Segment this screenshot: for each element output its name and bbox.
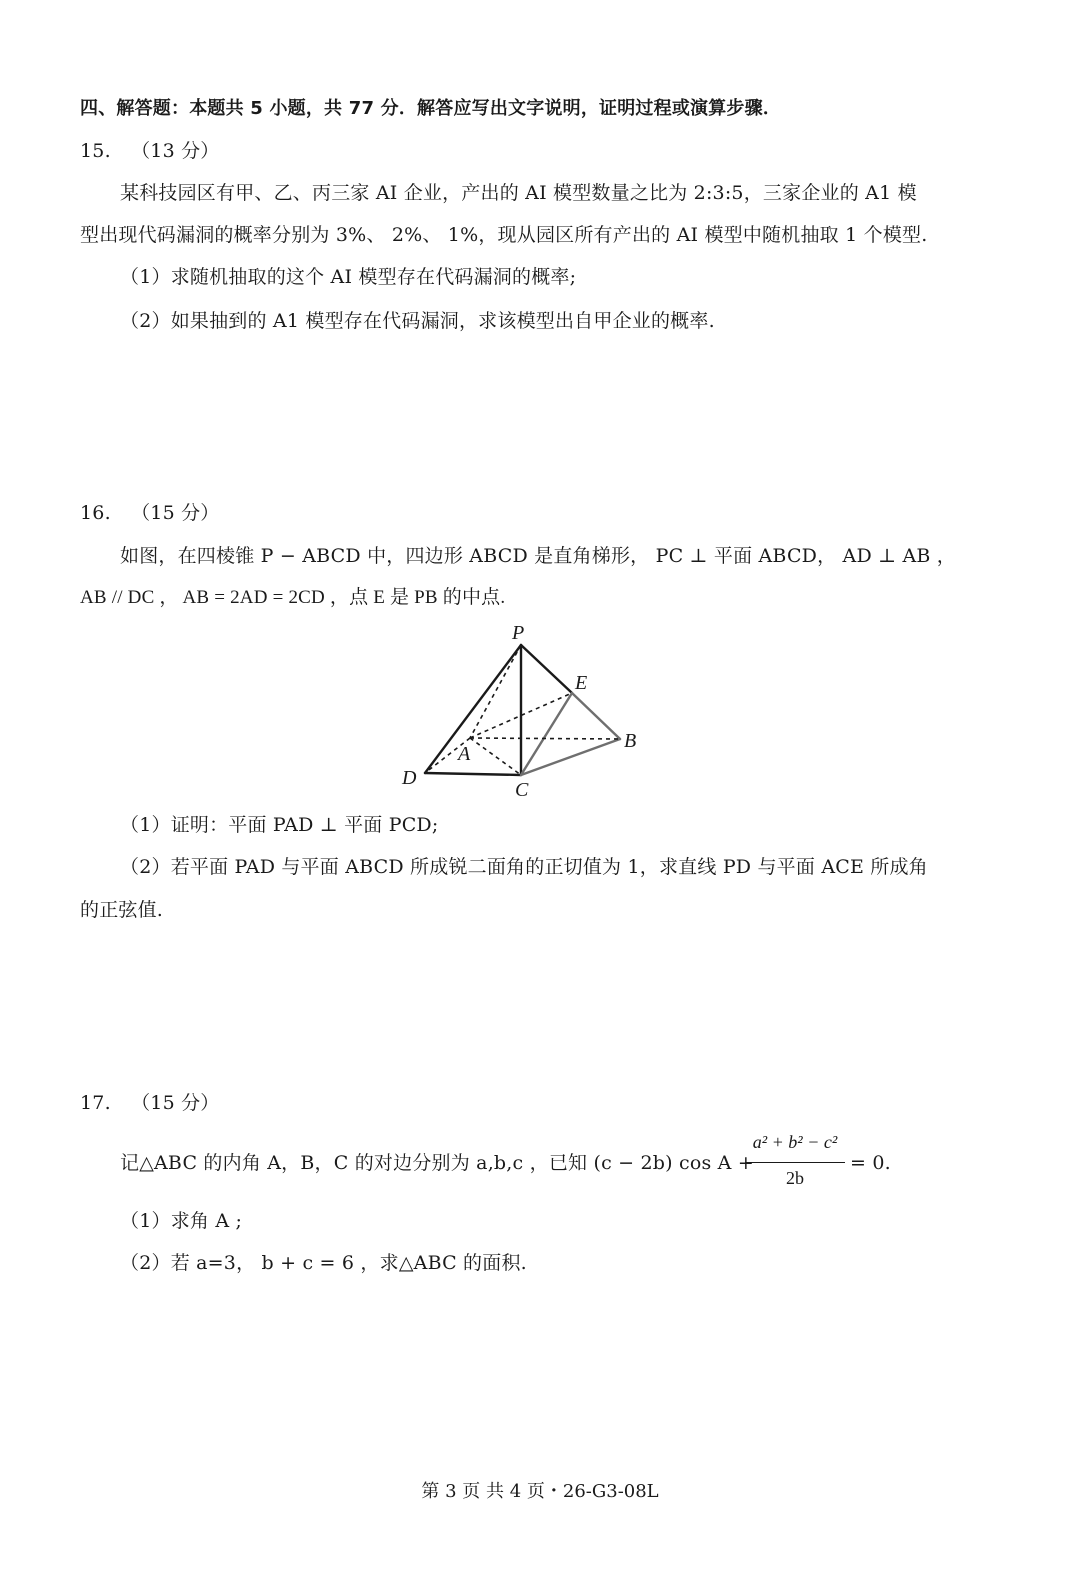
label-P: P xyxy=(512,622,525,644)
q16-part2-line2: 的正弦值. xyxy=(80,899,164,921)
q15-stem-line2: 型出现代码漏洞的概率分别为 3%、 2%、 1%，现从园区所有产出的 AI 模型中随机抽取 1 个模型. xyxy=(80,224,928,246)
q17-fraction xyxy=(745,1132,845,1192)
q15-part1: （1）求随机抽取的这个 AI 模型存在代码漏洞的概率; xyxy=(120,266,577,288)
edge-PE xyxy=(521,645,572,693)
q16-part2-line1: （2）若平面 PAD 与平面 ABCD 所成锐二面角的正切值为 1，求直线 PD 与平面 ACE 所成角 xyxy=(120,856,928,878)
q15-stem-line1: 某科技园区有甲、乙、丙三家 AI 企业，产出的 AI 模型数量之比为 2:3:5，三家企业的 A1 模 xyxy=(120,182,917,204)
edge-CE xyxy=(521,693,572,775)
page-footer: 第 3 页 共 4 页・26-G3-08L xyxy=(421,1481,659,1502)
pyramid-figure xyxy=(390,615,660,805)
q15-part2: （2）如果抽到的 A1 模型存在代码漏洞，求该模型出自甲企业的概率. xyxy=(120,310,715,332)
edge-AB xyxy=(470,738,620,739)
q15-number: 15. xyxy=(80,140,111,162)
edge-DC xyxy=(425,773,521,775)
q15-heading xyxy=(80,138,220,164)
edge-CB xyxy=(521,739,620,775)
q17-score: （15 分） xyxy=(131,1092,220,1114)
q17-stem-end: = 0. xyxy=(850,1152,891,1174)
edge-PA xyxy=(470,645,521,738)
q17-stem: 记△ABC 的内角 A，B，C 的对边分别为 a,b,c ，已知 (c − 2b) cos A + xyxy=(120,1152,754,1174)
q16-stem-line1: 如图，在四棱锥 P − ABCD 中，四边形 ABCD 是直角梯形， PC ⊥ 平面 ABCD， AD ⊥ AB ， xyxy=(120,545,956,567)
q17-number: 17. xyxy=(80,1092,111,1114)
section-header: 四、解答题：本题共 5 小题，共 77 分．解答应写出文字说明，证明过程或演算步骤． xyxy=(80,98,782,119)
label-A: A xyxy=(458,743,471,765)
q16-part1: （1）证明：平面 PAD ⊥ 平面 PCD; xyxy=(120,814,439,836)
q16-stem-line2: AB // DC ， AB = 2AD = 2CD ，点 E 是 PB 的中点. xyxy=(80,587,506,608)
edge-EB xyxy=(572,693,620,739)
edge-AC xyxy=(470,738,521,775)
q15-score: （13 分） xyxy=(131,140,220,162)
label-B: B xyxy=(624,730,637,752)
q17-heading xyxy=(80,1090,220,1116)
q17-part1: （1）求角 A ; xyxy=(120,1210,243,1232)
label-C: C xyxy=(515,779,529,801)
q16-heading xyxy=(80,500,220,526)
q16-number: 16. xyxy=(80,502,111,524)
q17-frac-numerator: a² + b² − c² xyxy=(752,1132,838,1152)
q17-part2: （2）若 a=3， b + c = 6 ，求△ABC 的面积. xyxy=(120,1252,527,1274)
q16-score: （15 分） xyxy=(131,502,220,524)
q17-frac-bar xyxy=(745,1162,845,1163)
q17-frac-denominator: 2b xyxy=(786,1168,804,1188)
edge-PD xyxy=(425,645,521,773)
label-D: D xyxy=(402,767,417,789)
label-E: E xyxy=(575,672,588,694)
